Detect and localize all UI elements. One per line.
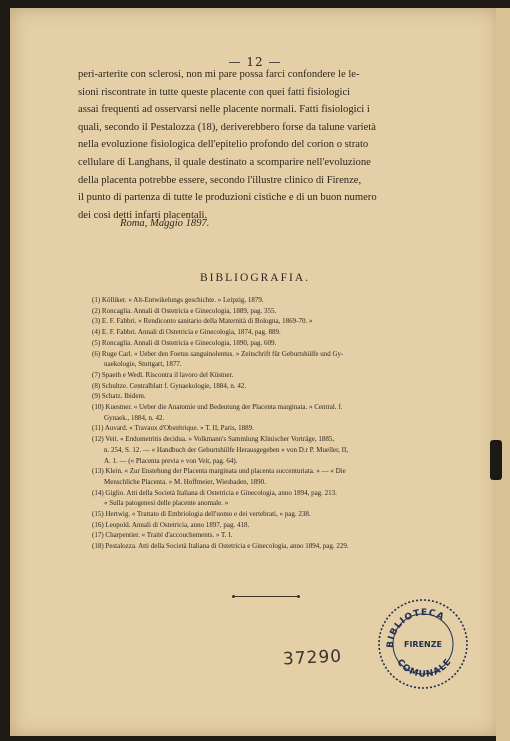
bibliography-title: BIBLIOGRAFIA. — [199, 272, 310, 284]
bibliography-entry-line: Menschliche Placenta. » M. Hoffmeier, Wiesbaden, 1890. — [104, 477, 266, 486]
bibliography-entry-line: (10) Kuestner. « Ueber die Anatomie und Bedeutung der Placenta marginata. » Central. f. — [92, 403, 343, 412]
bibliography-entry-line: (11) Auvard. « Travaux d'Obstétrique. » T. II, Paris, 1889. — [92, 424, 254, 433]
svg-text:BIBLIOTECA: BIBLIOTECA — [385, 608, 447, 649]
section-divider — [235, 596, 297, 597]
bibliography-entry — [92, 434, 448, 466]
page-number: — 12 — — [228, 55, 282, 69]
bibliography-entry-line: (15) Hertwig. « Trattato di Embriologia dell'uomo e dei vertebrati, » pag. 238. — [92, 510, 311, 519]
body-line: nella evoluzione fisiologica dell'epitelio profondo del corion o strato — [78, 139, 369, 151]
bibliography-entry — [92, 541, 448, 552]
bibliography-entry — [92, 509, 448, 520]
bibliography-entry-line: Gynaek., 1884, n. 42. — [104, 413, 165, 422]
bibliography-entry — [92, 370, 448, 381]
handwritten-inventory-number: 37290 — [282, 646, 343, 670]
body-line: della placenta potrebbe essere, secondo l'illustre clinico di Firenze, — [78, 174, 362, 186]
body-line: il punto di partenza di tutte le produzioni cistiche e di un buon numero — [78, 192, 377, 204]
bibliography-list — [92, 295, 448, 552]
bibliography-entry-line: (9) Schatz. Ibidem. — [92, 392, 146, 401]
bibliography-entry-line: (6) Ruge Carl. « Ueber den Foetus sanguinolentus. » Zeitschrift für Geburtshülfe und Gy- — [92, 349, 344, 358]
library-stamp — [375, 596, 471, 692]
body-line: cellulare di Langhans, il quale destinato a scomparire nell'evoluzione — [78, 156, 371, 168]
bibliography-entry — [92, 349, 448, 370]
body-line: quali, secondo il Pestalozza (18), deriverebbero forse da talune varietà — [78, 121, 376, 133]
bibliography-entry — [92, 327, 448, 338]
bibliography-entry-line: (2) Roncaglia. Annali di Ostetricia e Ginecologia, 1889, pag. 355. — [92, 306, 277, 315]
bibliography-entry-line: (1) Kölliker. « Alt-Entwikelungs geschichte. » Leipzig, 1879. — [92, 296, 264, 304]
body-line: assai frequenti ad osservarsi nelle placente normali. Fatti fisiologici i — [78, 104, 370, 116]
svg-text:FIRENZE: FIRENZE — [403, 640, 443, 649]
signoff-date: Roma, Maggio 1897. — [120, 218, 210, 229]
bibliography-entry-line: (5) Roncaglia. Annali di Ostetricia e Ginecologia, 1890, pag. 609. — [92, 338, 277, 347]
bibliography-entry — [92, 488, 448, 509]
body-line: peri-arterite con sclerosi, non mi pare possa farci confondere le le- — [78, 69, 360, 80]
bibliography-entry-line: A. 1. — (« Placenta previa » von Veit, pag. 64). — [104, 456, 238, 465]
bibliography-entry — [92, 338, 448, 349]
bibliography-entry-line: (3) E. F. Fabbri. « Rendiconto sanitario della Maternità di Bologna, 1869-70. » — [92, 317, 313, 326]
bibliography-entry-line: (17) Charpentier. « Traité d'accouchements. » T. I. — [92, 531, 233, 540]
bibliography-entry-line: (8) Schultze. Centralblatt f. Gynaekologie, 1884, n. 42. — [92, 381, 247, 390]
bibliography-entry — [92, 295, 448, 306]
stamp-seal-icon — [375, 596, 471, 692]
bibliography-entry-line: (4) E. F. Fabbri. Annali di Ostetricia e Ginecologia, 1874, pag. 889. — [92, 328, 281, 337]
bibliography-entry — [92, 530, 448, 541]
body-line: sioni riscontrate in tutte queste placente con quei fatti fisiologici — [78, 86, 351, 98]
bibliography-entry-line: (18) Pestalozza. Atti della Società Italiana di Ostetricia e Ginecologia, anno 1894, pag. 229. — [92, 542, 349, 551]
bibliography-entry-line: (14) Giglio. Atti della Società Italiana di Ostetricia e Ginecologia, anno 1894, pag. 213. — [92, 488, 337, 497]
bibliography-entry — [92, 466, 448, 487]
body-text — [78, 66, 448, 224]
next-page-edge — [496, 8, 510, 741]
bibliography-entry-line: (16) Leopold. Annali di Ostetricia, anno 1897, pag. 418. — [92, 520, 250, 529]
bibliography-entry-line: n. 254, S. 12. — « Handbuch der Geburtshülfe Herausgegeben » von D.r P. Mueller, II, — [104, 445, 349, 454]
bibliography-entry-line: (7) Spaeth e Wedl. Riscontra il lavoro del Küstner. — [92, 370, 234, 379]
bibliography-entry — [92, 520, 448, 531]
svg-text:COMUNALE: COMUNALE — [394, 656, 455, 680]
bibliography-entry — [92, 316, 448, 327]
bibliography-entry — [92, 402, 448, 423]
bibliography-entry — [92, 391, 448, 402]
bibliography-entry-line: « Sulla patogenesi delle placente anomale. » — [104, 499, 229, 508]
bibliography-entry — [92, 306, 448, 317]
body-line: dei così detti infarti placentali. — [78, 209, 208, 221]
binding-clip — [490, 440, 502, 480]
bibliography-entry-line: (13) Klein. « Zur Enstehung der Placenta marginata und placenta succenturiata. » — « Die — [92, 467, 346, 476]
bibliography-entry-line: (12) Veit. « Endometritis decidua. » Volkmann's Sammlung Klinischer Vorträge, 1885, — [92, 435, 335, 444]
bibliography-entry — [92, 381, 448, 392]
bibliography-entry — [92, 423, 448, 434]
bibliography-entry-line: naekologie, Stuttgart, 1877. — [104, 360, 182, 369]
